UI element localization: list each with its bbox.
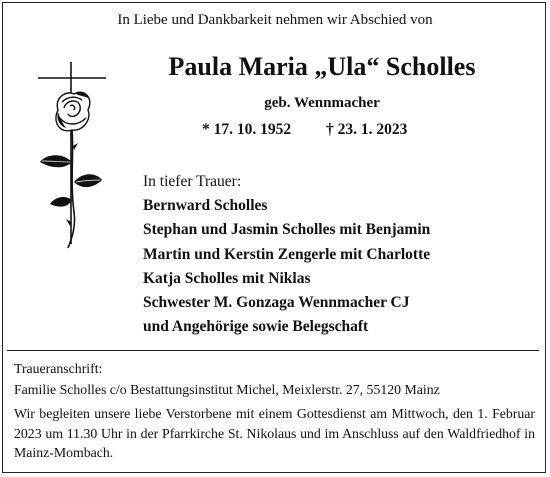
deceased-name: Paula Maria „Ula“ Scholles	[168, 52, 476, 81]
service-notice: Wir begleiten unsere liebe Verstorbene mit einem Gottesdienst am Mittwoch, den 1. Februar 2023 um 11.30 Uhr in der Pfarrkirche St. Nikolaus und im Anschluss auf den Waldfriedhof in Mainz-Mombach.	[14, 406, 535, 460]
birth-date: * 17. 10. 1952	[202, 121, 292, 138]
mourner-name: Schwester M. Gonzaga Wennmacher CJ	[143, 294, 410, 312]
birth-name: geb. Wennmacher	[264, 95, 380, 111]
mourner-name: Katja Scholles mit Niklas	[143, 269, 311, 287]
mourner-name: Stephan und Jasmin Scholles mit Benjamin	[143, 221, 431, 239]
death-date: † 23. 1. 2023	[326, 121, 408, 138]
intro-line: In Liebe und Dankbarkeit nehmen wir Abschied von	[117, 12, 433, 28]
mourner-name: Martin und Kerstin Zengerle mit Charlotte	[143, 245, 431, 263]
address-line: Familie Scholles c/o Bestattungsinstitut Michel, Meixlerstr. 27, 55120 Mainz	[14, 382, 440, 397]
mourner-name: Bernward Scholles	[143, 197, 268, 215]
address-label: Traueranschrift:	[14, 361, 103, 376]
cross-with-rose-icon	[32, 62, 110, 257]
mourners-lead: In tiefer Trauer:	[143, 173, 242, 190]
mourner-name: und Angehörige sowie Belegschaft	[143, 318, 369, 336]
condolence-address	[14, 358, 440, 400]
section-divider	[7, 350, 539, 351]
mourners-list	[143, 170, 430, 339]
